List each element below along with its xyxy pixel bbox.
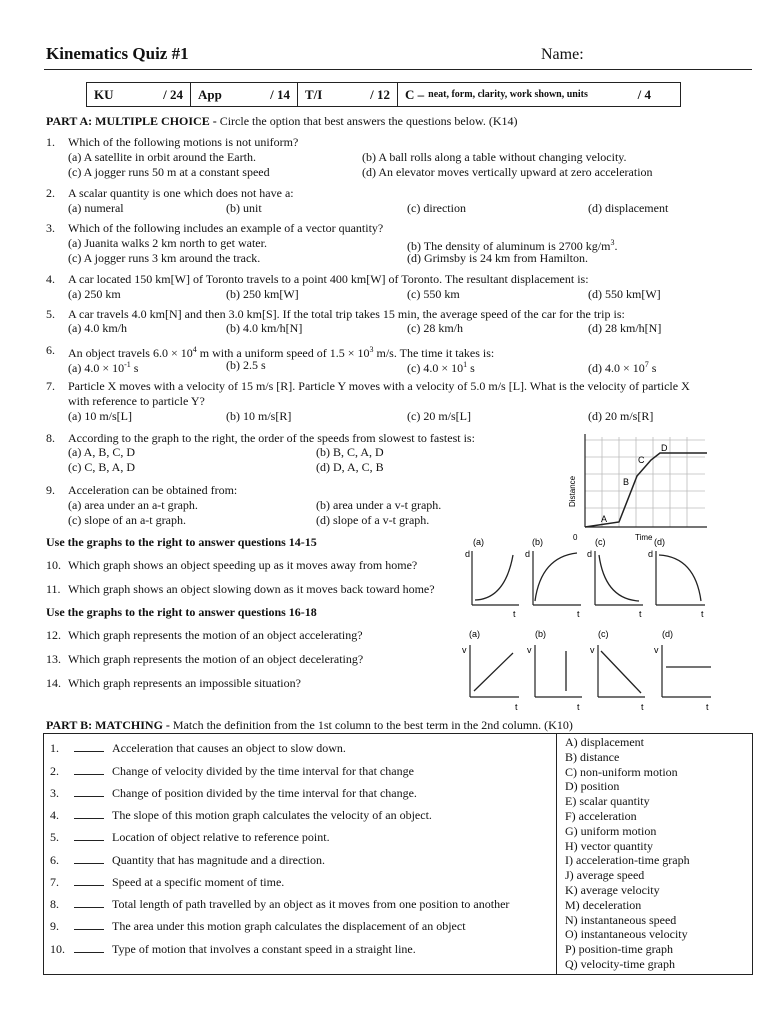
vt-graph-b: [527, 645, 582, 712]
definition-row: 7. Speed at a specific moment of time.: [50, 875, 285, 889]
terms-column: [565, 735, 690, 972]
graph-b-label: (b): [532, 537, 543, 547]
question-stem: Which of the following includes an example of a vector quantity?: [68, 221, 384, 235]
option-a[interactable]: (a) area under an a-t graph.: [68, 498, 198, 512]
term-item: I) acceleration-time graph: [565, 853, 690, 868]
dt-graph-c: [587, 549, 643, 619]
graph-c-label: (c): [598, 629, 609, 639]
answer-blank[interactable]: [74, 942, 104, 953]
definition-row: 1. Acceleration that causes an object to slow down.: [50, 741, 346, 755]
option-a[interactable]: (a) 4.0 km/h: [68, 321, 127, 335]
option-b[interactable]: (b) 250 km[W]: [226, 287, 299, 301]
option-b[interactable]: (b) 10 m/s[R]: [226, 409, 292, 423]
option-d[interactable]: (d) slope of a v-t graph.: [316, 513, 430, 527]
question-number: 4.: [46, 272, 55, 286]
definition-row: 2. Change of velocity divided by the time interval for that change: [50, 764, 414, 778]
option-a[interactable]: (a) 10 m/s[L]: [68, 409, 132, 423]
option-b[interactable]: (b) The density of aluminum is 2700 $kg/m^3$.: [407, 238, 618, 253]
definition-row: 9. The area under this motion graph calculates the displacement of an object: [50, 919, 466, 933]
question-number: 11.: [46, 582, 61, 596]
answer-blank[interactable]: [74, 764, 104, 775]
graph-b-label: (b): [535, 629, 546, 639]
question-number: 8.: [46, 431, 55, 445]
part-a-instruction: Circle the option that best answers the questions below. (K14): [216, 114, 518, 128]
svg-text:v: v: [654, 645, 659, 655]
term-item: E) scalar quantity: [565, 794, 650, 809]
vt-graphs-row: [455, 627, 720, 715]
question-stem: Which graph represents the motion of an object decelerating?: [68, 652, 364, 666]
point-a-label: A: [601, 514, 608, 524]
vt-graph-c: [590, 645, 645, 712]
x-axis-label: Time: [635, 533, 653, 542]
svg-text:t: t: [515, 702, 518, 712]
question-stem-continued: with reference to particle Y?: [68, 394, 205, 408]
instruction-graphs-14-15: Use the graphs to the right to answer questions 14-15: [46, 535, 317, 549]
dt-graphs-row: [455, 535, 715, 620]
option-d[interactable]: (d) 20 m/s[R]: [588, 409, 654, 423]
question-number: 5.: [46, 307, 55, 321]
option-a[interactable]: (a) numeral: [68, 201, 124, 215]
svg-text:v: v: [590, 645, 595, 655]
score-label: App: [198, 86, 222, 102]
svg-text:t: t: [641, 702, 644, 712]
term-item: G) uniform motion: [565, 823, 657, 838]
option-d[interactable]: (d) 28 km/h[N]: [588, 321, 662, 335]
answer-blank[interactable]: [74, 853, 104, 864]
option-c[interactable]: (c) direction: [407, 201, 466, 215]
term-item: J) average speed: [565, 868, 645, 883]
answer-blank[interactable]: [74, 786, 104, 797]
svg-text:t: t: [513, 609, 516, 619]
score-table: [86, 82, 681, 107]
score-value: / 24: [163, 86, 183, 102]
instruction-graphs-16-18: Use the graphs to the right to answer questions 16-18: [46, 605, 317, 619]
svg-text:v: v: [462, 645, 467, 655]
part-b-title: PART B: MATCHING -: [46, 718, 170, 732]
graph-d-label: (d): [654, 537, 665, 547]
option-a[interactable]: (a) A, B, C, D: [68, 445, 135, 459]
question-stem: An object travels $6.0 \times 10^4$ m with a uniform speed of $1.5 \times 10^3$ m/s. The time it takes is:: [68, 345, 495, 360]
option-b[interactable]: (b) B, C, A, D: [316, 445, 384, 459]
option-a[interactable]: (a) Juanita walks 2 km north to get water.: [68, 236, 267, 250]
svg-text:t: t: [577, 702, 580, 712]
part-a-title: PART A: MULTIPLE CHOICE -: [46, 114, 217, 128]
option-d[interactable]: (d) displacement: [588, 201, 669, 215]
option-b[interactable]: (b) 4.0 km/h[N]: [226, 321, 303, 335]
term-item: O) instantaneous velocity: [565, 927, 688, 942]
term-item: B) distance: [565, 749, 620, 764]
option-a[interactable]: (a) 250 km: [68, 287, 121, 301]
option-c[interactable]: (c) 20 m/s[L]: [407, 409, 471, 423]
option-b[interactable]: (b) area under a v-t graph.: [316, 498, 442, 512]
option-d[interactable]: (d) Grimsby is 24 km from Hamilton.: [407, 251, 588, 265]
option-c[interactable]: (c) $4.0 \times 10^1$ s: [407, 360, 475, 375]
matching-divider: [556, 733, 557, 975]
svg-text:t: t: [577, 609, 580, 619]
score-label: KU: [94, 86, 114, 102]
score-label: C –: [405, 86, 425, 102]
option-d[interactable]: (d) $4.0 \times 10^7$ s: [588, 360, 657, 375]
score-cell-c: [398, 83, 680, 106]
term-item: F) acceleration: [565, 808, 637, 823]
dt-graph-a: [465, 549, 519, 619]
term-item: H) vector quantity: [565, 838, 653, 853]
score-value: / 12: [370, 86, 390, 102]
point-c-label: C: [638, 455, 645, 465]
distance-time-graph: [565, 432, 715, 544]
point-b-label: B: [623, 477, 630, 487]
definition-row: 6. Quantity that has magnitude and a direction.: [50, 853, 325, 867]
answer-blank[interactable]: [74, 808, 104, 819]
definition-row: 5. Location of object relative to reference point.: [50, 830, 330, 844]
question-number: 12.: [46, 628, 61, 642]
answer-blank[interactable]: [74, 830, 104, 841]
question-stem: Which graph shows an object slowing down as it moves back toward home?: [68, 582, 435, 596]
question-number: 6.: [46, 343, 55, 357]
option-c[interactable]: (c) slope of an a-t graph.: [68, 513, 186, 527]
question-stem: Which graph represents an impossible situation?: [68, 676, 301, 690]
question-stem: Which graph shows an object speeding up as it moves away from home?: [68, 558, 418, 572]
score-cell-ti: [298, 83, 398, 106]
question-number: 9.: [46, 483, 55, 497]
answer-blank[interactable]: [74, 897, 104, 908]
option-b[interactable]: (b) unit: [226, 201, 262, 215]
page-title: Kinematics Quiz #1: [46, 44, 189, 63]
svg-text:d: d: [465, 549, 471, 559]
score-label: T/I: [305, 86, 323, 102]
question-stem: Which of the following motions is not uniform?: [68, 135, 299, 149]
score-value: / 4: [637, 86, 651, 102]
svg-text:t: t: [701, 609, 704, 619]
question-number: 13.: [46, 652, 61, 666]
definition-row: 8. Total length of path travelled by an object as it moves from one position to another: [50, 897, 510, 911]
question-stem: A car located 150 km[W] of Toronto travels to a point 400 km[W] of Toronto. The resultant displacement is:: [68, 272, 589, 286]
term-item: M) deceleration: [565, 897, 642, 912]
option-a[interactable]: (a) A satellite in orbit around the Earth.: [68, 150, 256, 164]
point-d-label: D: [661, 443, 668, 453]
option-c[interactable]: (c) 550 km: [407, 287, 460, 301]
part-a-heading: [46, 114, 518, 128]
graph-c-label: (c): [595, 537, 606, 547]
term-item: D) position: [565, 779, 620, 794]
origin-label: 0: [573, 533, 578, 542]
definition-row: 3. Change of position divided by the time interval for that change.: [50, 786, 417, 800]
vt-graph-d: [654, 645, 711, 712]
graph-a-label: (a): [473, 537, 484, 547]
option-c[interactable]: (c) C, B, A, D: [68, 460, 135, 474]
option-a[interactable]: (a) $4.0 \times 10^{-1}$ s: [68, 360, 139, 375]
score-cell-ku: [87, 83, 191, 106]
question-stem: According to the graph to the right, the order of the speeds from slowest to fastest is:: [68, 431, 475, 445]
question-number: 1.: [46, 135, 55, 149]
question-number: 7.: [46, 379, 55, 393]
graph-a-label: (a): [469, 629, 480, 639]
part-b-instruction: Match the definition from the 1st column to the best term in the 2nd column. (K10): [169, 718, 573, 732]
option-b[interactable]: (b) 2.5 s: [226, 358, 266, 372]
svg-text:d: d: [587, 549, 593, 559]
question-number: 14.: [46, 676, 61, 690]
question-stem: A scalar quantity is one which does not have a:: [68, 186, 294, 200]
term-item: P) position-time graph: [565, 942, 673, 957]
dt-graph-d: [648, 549, 705, 619]
option-c[interactable]: (c) A jogger runs 50 m at a constant speed: [68, 165, 270, 179]
option-b[interactable]: (b) A ball rolls along a table without changing velocity.: [362, 150, 627, 164]
graph-d-label: (d): [662, 629, 673, 639]
header-rule: [44, 69, 752, 70]
answer-blank[interactable]: [74, 875, 104, 886]
svg-text:d: d: [525, 549, 531, 559]
question-number: 10.: [46, 558, 61, 572]
svg-text:v: v: [527, 645, 532, 655]
score-note: neat, form, clarity, work shown, units: [428, 88, 588, 100]
question-stem: Acceleration can be obtained from:: [68, 483, 238, 497]
term-item: Q) velocity-time graph: [565, 956, 675, 971]
answer-blank[interactable]: [74, 919, 104, 930]
option-c[interactable]: (c) 28 km/h: [407, 321, 463, 335]
question-number: 3.: [46, 221, 55, 235]
question-stem: Particle X moves with a velocity of 15 m/s [R]. Particle Y moves with a velocity of 5.0 m/s [L]. What is the velocity of particle X: [68, 379, 690, 393]
vt-graph-a: [462, 645, 519, 712]
dt-graph-b: [525, 549, 581, 619]
name-label: Name:: [541, 46, 584, 63]
svg-text:t: t: [639, 609, 642, 619]
option-d[interactable]: (d) An elevator moves vertically upward at zero acceleration: [362, 165, 653, 179]
y-axis-label: Distance: [568, 475, 577, 507]
part-b-heading: [46, 718, 573, 732]
question-stem: A car travels 4.0 km[N] and then 3.0 km[S]. If the total trip takes 15 min, the average speed of the car for the trip is:: [68, 307, 625, 321]
option-d[interactable]: (d) 550 km[W]: [588, 287, 661, 301]
option-d[interactable]: (d) D, A, C, B: [316, 460, 384, 474]
definition-row: 10. Type of motion that involves a constant speed in a straight line.: [50, 942, 416, 956]
svg-text:t: t: [706, 702, 709, 712]
score-cell-app: [191, 83, 298, 106]
svg-text:d: d: [648, 549, 654, 559]
option-c[interactable]: (c) A jogger runs 3 km around the track.: [68, 251, 261, 265]
term-item: C) non-uniform motion: [565, 764, 678, 779]
question-stem: Which graph represents the motion of an object accelerating?: [68, 628, 363, 642]
answer-blank[interactable]: [74, 741, 104, 752]
definition-row: 4. The slope of this motion graph calculates the velocity of an object.: [50, 808, 432, 822]
score-value: / 14: [270, 86, 290, 102]
term-item: K) average velocity: [565, 882, 660, 897]
question-number: 2.: [46, 186, 55, 200]
term-item: A) displacement: [565, 735, 644, 749]
term-item: N) instantaneous speed: [565, 912, 677, 927]
